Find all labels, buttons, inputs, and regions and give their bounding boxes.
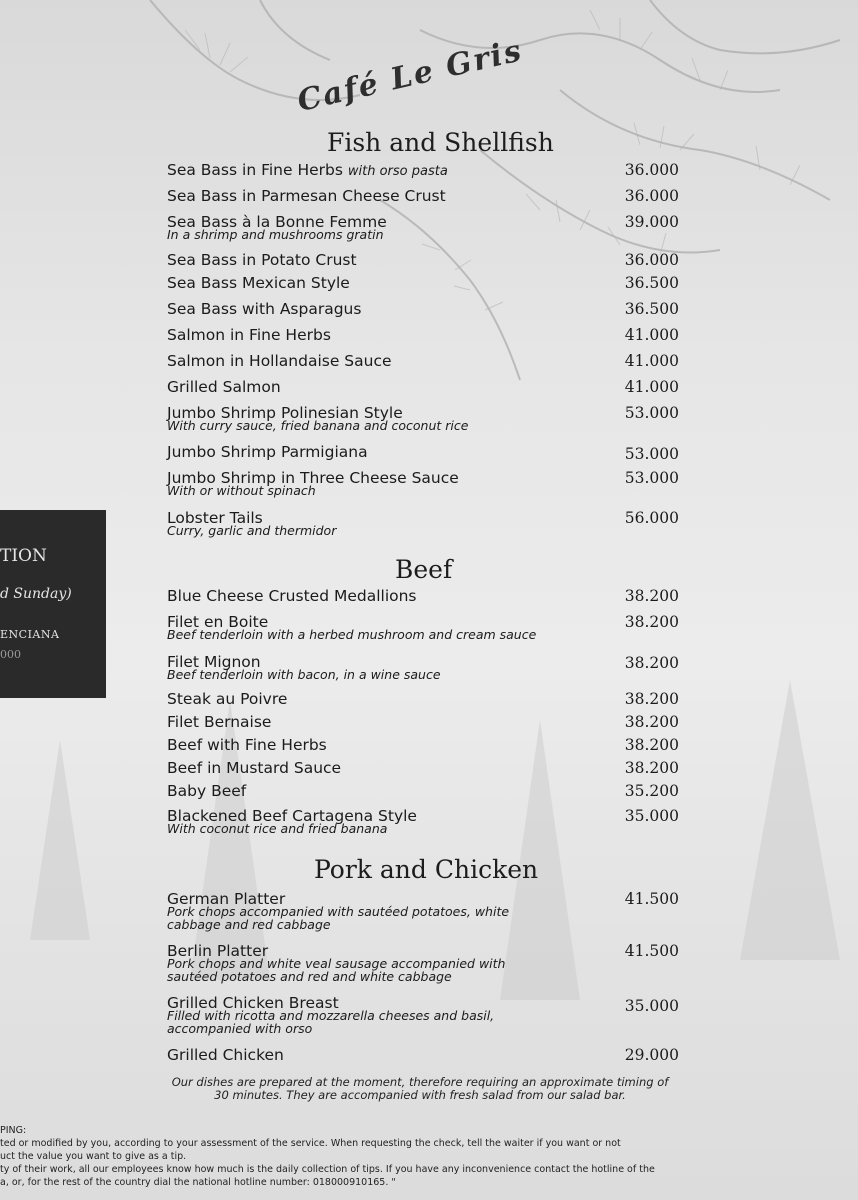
menu-item <box>167 587 679 605</box>
item-price: 35.000 <box>624 807 679 825</box>
item-name: Grilled Salmon <box>167 378 281 396</box>
menu-item <box>167 759 679 777</box>
item-price: 38.200 <box>624 713 679 731</box>
item-name: Jumbo Shrimp Polinesian Style <box>167 404 403 422</box>
side-panel-line-3: ENCIANA <box>0 628 60 641</box>
menu-item <box>167 161 679 181</box>
item-description: Pork chops and white veal sausage accompanied with <box>167 956 506 971</box>
menu-item <box>167 469 679 497</box>
menu-item <box>167 378 679 396</box>
item-price: 53.000 <box>624 404 679 422</box>
item-price: 39.000 <box>624 213 679 231</box>
item-description: With or without spinach <box>167 483 316 498</box>
item-price: 41.000 <box>624 326 679 344</box>
item-name: Blackened Beef Cartagena Style <box>167 807 417 825</box>
item-name: Blue Cheese Crusted Medallions <box>167 587 417 605</box>
item-name: Berlin Platter <box>167 942 269 960</box>
side-promo-panel <box>0 510 106 698</box>
item-name: Salmon in Fine Herbs <box>167 326 331 344</box>
side-panel-line-4: 000 <box>0 648 21 661</box>
item-name: Sea Bass in Potato Crust <box>167 251 357 269</box>
item-price: 41.500 <box>624 890 679 908</box>
menu-item <box>167 509 679 537</box>
restaurant-logo <box>294 33 556 140</box>
menu-item <box>167 653 679 681</box>
item-description: With coconut rice and fried banana <box>167 821 388 836</box>
section-title-pork-chicken: Pork and Chicken <box>314 855 539 884</box>
tips-line-3: uct the value you want to give as a tip. <box>0 1151 187 1162</box>
item-name: Lobster Tails <box>167 509 263 527</box>
menu-item <box>167 187 679 205</box>
menu-item <box>167 782 679 800</box>
item-price: 53.000 <box>624 469 679 487</box>
item-description: With curry sauce, fried banana and coconut rice <box>167 418 469 433</box>
item-price: 53.000 <box>624 445 679 463</box>
item-name: Jumbo Shrimp in Three Cheese Sauce <box>167 469 459 487</box>
item-name: Sea Bass in Fine Herbs <box>167 161 343 179</box>
item-description: Filled with ricotta and mozzarella cheeses and basil, <box>167 1008 495 1023</box>
menu-item <box>167 251 679 269</box>
menu-item <box>167 274 679 292</box>
item-price: 35.200 <box>624 782 679 800</box>
menu-item <box>167 404 679 432</box>
item-inline-description: with orso pasta <box>347 164 448 179</box>
item-description: Beef tenderloin with a herbed mushroom and cream sauce <box>167 627 537 642</box>
menu-item <box>167 736 679 754</box>
item-description-2: cabbage and red cabbage <box>167 917 331 932</box>
item-name: Beef with Fine Herbs <box>167 736 327 754</box>
item-name: Salmon in Hollandaise Sauce <box>167 352 392 370</box>
item-description: Beef tenderloin with bacon, in a wine sauce <box>167 667 441 682</box>
item-name: Sea Bass with Asparagus <box>167 300 362 318</box>
menu-item <box>167 300 679 318</box>
section-title-fish: Fish and Shellfish <box>327 128 554 157</box>
tips-line-4: ty of their work, all our employees know how much is the daily collection of tips. If you have any inconvenience contact the hotline of the <box>0 1164 655 1175</box>
item-name: Baby Beef <box>167 782 247 800</box>
item-name: Beef in Mustard Sauce <box>167 759 342 777</box>
item-price: 38.200 <box>624 736 679 754</box>
item-description-2: accompanied with orso <box>167 1021 313 1036</box>
menu-item <box>167 213 679 241</box>
item-name: Sea Bass Mexican Style <box>167 274 350 292</box>
menu-item <box>167 613 679 641</box>
item-name: Sea Bass à la Bonne Femme <box>167 213 387 231</box>
item-price: 36.500 <box>624 274 679 292</box>
item-price: 56.000 <box>624 509 679 527</box>
menu-item <box>167 690 679 708</box>
tips-line-1: PING: <box>0 1125 27 1136</box>
item-price: 36.000 <box>624 187 679 205</box>
side-panel-line-1: TION <box>0 546 47 566</box>
item-name: Jumbo Shrimp Parmigiana <box>167 443 368 461</box>
menu-item <box>167 1046 679 1064</box>
item-price: 38.200 <box>624 690 679 708</box>
menu-item <box>167 942 679 983</box>
item-description: In a shrimp and mushrooms gratin <box>167 227 384 242</box>
item-description: Pork chops accompanied with sautéed potatoes, white <box>167 904 510 919</box>
menu-item <box>167 807 679 835</box>
menu-item <box>167 326 679 344</box>
note-line-2: 30 minutes. They are accompanied with fresh salad from our salad bar. <box>214 1088 626 1102</box>
item-price: 29.000 <box>624 1046 679 1064</box>
item-price: 38.200 <box>624 654 679 672</box>
menu-item <box>167 352 679 370</box>
menu-item <box>167 443 679 461</box>
item-name: Filet en Boite <box>167 613 269 631</box>
item-description-2: sautéed potatoes and red and white cabbage <box>167 969 452 984</box>
item-name: German Platter <box>167 890 286 908</box>
menu-item <box>167 890 679 931</box>
item-name: Sea Bass in Parmesan Cheese Crust <box>167 187 446 205</box>
item-price: 41.000 <box>624 352 679 370</box>
item-price: 36.500 <box>624 300 679 318</box>
section-title-beef: Beef <box>395 555 453 584</box>
tips-line-2: ted or modified by you, according to your assessment of the service. When requesting the check, tell the waiter if you want or not <box>0 1138 621 1149</box>
tips-line-5: a, or, for the rest of the country dial the national hotline number: 018000910165. " <box>0 1177 396 1188</box>
item-price: 35.000 <box>624 997 679 1015</box>
item-name: Filet Mignon <box>167 653 261 671</box>
item-price: 41.500 <box>624 942 679 960</box>
item-name: Filet Bernaise <box>167 713 272 731</box>
item-price: 41.000 <box>624 378 679 396</box>
item-description: Curry, garlic and thermidor <box>167 523 337 538</box>
item-price: 38.200 <box>624 759 679 777</box>
item-name: Grilled Chicken <box>167 1046 284 1064</box>
tipping-notice <box>0 1124 655 1189</box>
item-name: Steak au Poivre <box>167 690 288 708</box>
logo-text: Café Le Gris <box>294 33 527 119</box>
item-price: 38.200 <box>624 613 679 631</box>
menu-item <box>167 713 679 731</box>
side-panel-line-2: d Sunday) <box>0 586 72 602</box>
preparation-note <box>150 1076 690 1102</box>
item-price: 38.200 <box>624 587 679 605</box>
note-line-1: Our dishes are prepared at the moment, therefore requiring an approximate timing of <box>171 1075 669 1089</box>
item-price: 36.000 <box>624 161 679 179</box>
menu-item <box>167 994 679 1035</box>
item-price: 36.000 <box>624 251 679 269</box>
item-name: Grilled Chicken Breast <box>167 994 339 1012</box>
